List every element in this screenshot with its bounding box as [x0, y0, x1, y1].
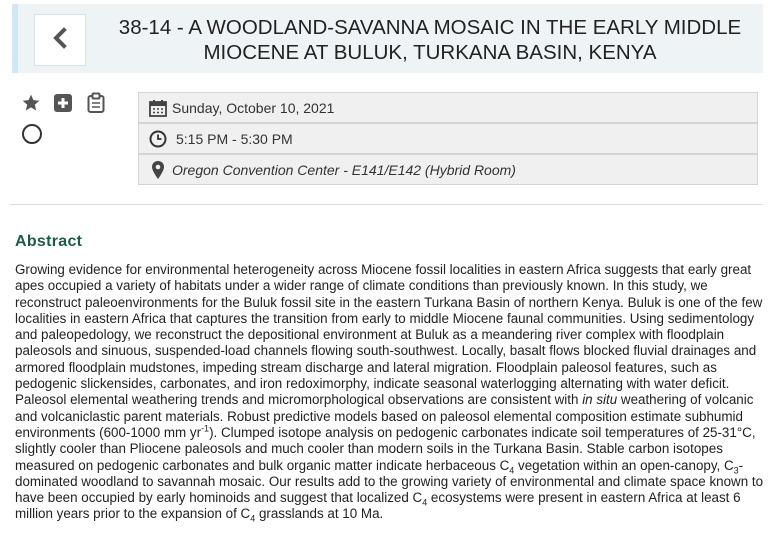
plus-square-icon[interactable] [52, 92, 74, 114]
chevron-left-icon [51, 27, 69, 54]
page-header [12, 4, 763, 73]
abstract-heading: Abstract [15, 233, 83, 250]
session-date: Sunday, October 10, 2021 [138, 92, 758, 123]
star-icon[interactable] [20, 92, 42, 114]
section-divider [10, 204, 763, 205]
back-button[interactable] [34, 14, 86, 66]
calendar-icon [148, 98, 168, 118]
session-time: 5:15 PM - 5:30 PM [138, 123, 758, 154]
session-location: Oregon Convention Center - E141/E142 (Hybrid Room) [138, 154, 758, 185]
clipboard-icon[interactable] [85, 92, 107, 114]
clock-icon [148, 129, 168, 149]
abstract-text: Growing evidence for environmental heterogeneity across Miocene fossil localities in eastern Africa suggests that early great apes occupied a variety of habitats under a wider range of climate conditions than previously known. In this study, we reconstruct paleoenvironments for the Buluk fossil site in the eastern Turkana Basin of northern Kenya. Buluk is one of the few localities in eastern Africa that captures the transition from early to middle Miocene faunal communities. Using sedimentology and paleopedology, we reconstruct the depositional environment at Buluk as a meandering river complex with floodplain paleosols and sinuous, suspended-load channels flowing south-southwest. Locally, basalt flows blocked fluvial drainages and armored floodplain mudstones, impeding stream discharge and lateral migration. Floodplain paleosol features, such as pedogenic slickensides, carbonates, and iron redoximorphy, indicate seasonal waterlogging alternating with water deficit. Paleosol elemental weathering trends and micromorphological observations are consistent with in situ weathering of volcanic and volcaniclastic parent materials. Robust predictive models based on paleosol elemental composition estimate subhumid environments (600-1000 mm $yr^{-1}$). Clumped isotope analysis on pedogenic carbonates indicate soil temperatures of 25-31°C, slightly cooler than Pliocene paleosols and much cooler than modern soils in the Turkana Basin. Stable carbon isotopes measured on pedogenic carbonates and bulk organic matter indicate herbaceous $C_4$ vegetation within an open-canopy, $C_3$-dominated woodland to savannah mosaic. Our results add to the growing variety of environmental and climate space known to have been occupied by early hominoids and suggest that localized $C_4$ ecosystems were present in eastern Africa at least 6 million years prior to the expansion of $C_4$ grasslands at 10 Ma. [15, 262, 764, 525]
page-title: 38-14 - A WOODLAND-SAVANNA MOSAIC IN THE EARLY MIDDLE MIOCENE AT BULUK, TURKANA BASIN, KENYA [118, 16, 742, 64]
map-pin-icon [148, 160, 168, 180]
circle-icon[interactable] [21, 123, 43, 145]
